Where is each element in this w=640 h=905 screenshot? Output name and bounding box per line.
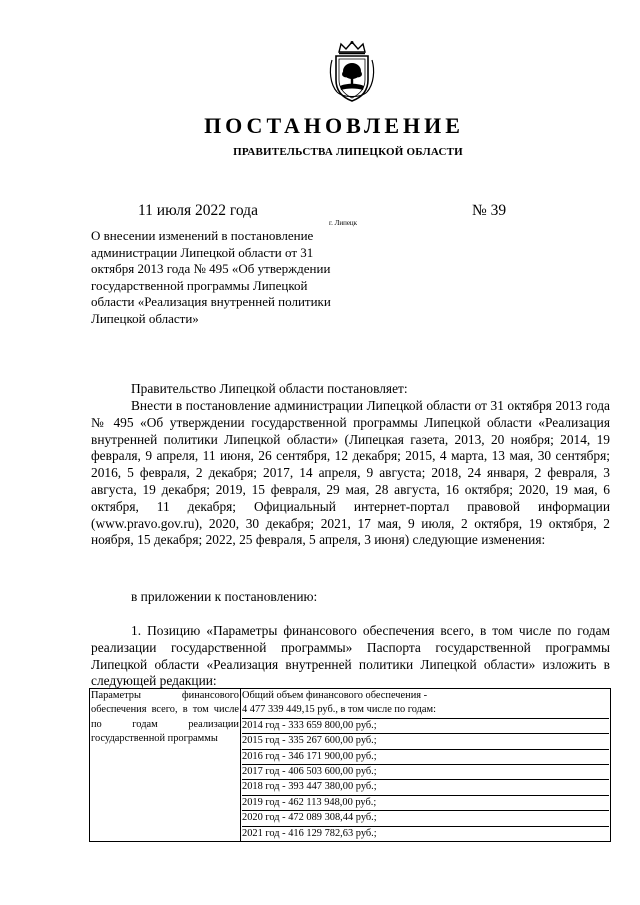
document-subtitle: ПРАВИТЕЛЬСТВА ЛИПЕЦКОЙ ОБЛАСТИ (233, 146, 463, 158)
document-title: ПОСТАНОВЛЕНИЕ (204, 113, 464, 138)
paragraph-main: Внести в постановление администрации Липецкой области от 31 октября 2013 года № 495 «Об утверждении государственной программы Липецкой области «Реализация внутренней политики Липецкой области» (Липецкая газета, 2013, 20 ноября; 2014, 19 февраля, 9 апреля, 11 июня, 26 сентября, 12 декабря; 2015, 4 марта, 13 мая, 30 сентября; 2016, 5 февраля, 2 декабря; 2017, 14 апреля, 9 августа; 2018, 24 января, 2 февраля, 3 августа, 19 декабря; 2019, 15 февраля, 29 мая, 28 августа, 16 октября; 2020, 19 мая, 6 октября, 11 декабря; Официальный интернет-портал правовой информации (www.pravo.gov.ru), 2020, 30 декабря; 2021, 17 мая, 9 июля, 2 октября, 19 октября, 2 ноября, 15 декабря; 2022, 25 февраля, 5 апреля, 3 июня) следующие изменения: (91, 398, 610, 548)
coat-of-arms-icon (327, 40, 377, 104)
paragraph-intro: Правительство Липецкой области постановляет: (131, 381, 408, 396)
document-number: № 39 (472, 202, 507, 219)
paragraph-item-1: 1. Позицию «Параметры финансового обеспечения всего, в том числе по годам реализации государственной программы» Паспорта государственной программы Липецкой области «Реализация внутренней политики Липецкой области» изложить в следующей редакции: (91, 623, 610, 689)
year-line: 2021 год - 416 129 782,63 руб.; (242, 826, 609, 841)
table-row (90, 689, 611, 842)
document-heading: О внесении изменений в постановление администрации Липецкой области от 31 октября 2013 года № 495 «Об утверждении государственной программы Липецкой области «Реализация внутренней политики Липецкой области» (91, 228, 331, 326)
document-city: г. Липецк (329, 219, 358, 227)
year-line: 2020 год - 472 089 308,44 руб.; (242, 810, 609, 825)
document-date: 11 июля 2022 года (138, 202, 258, 219)
table-label-cell: Параметры финансового обеспечения всего, в том числе по годам реализации государственной программы (90, 689, 241, 842)
year-line: 2017 год - 406 503 600,00 руб.; (242, 764, 609, 779)
total-line-2: 4 477 339 449,15 руб., в том числе по годам: (242, 704, 437, 716)
table-value-cell (241, 689, 611, 842)
year-line: 2018 год - 393 447 380,00 руб.; (242, 779, 609, 794)
year-line: 2016 год - 346 171 900,00 руб.; (242, 749, 609, 764)
paragraph-appendix: в приложении к постановлению: (131, 589, 318, 604)
year-line: 2019 год - 462 113 948,00 руб.; (242, 795, 609, 810)
year-line: 2014 год - 333 659 800,00 руб.; (242, 718, 609, 733)
total-line-1: Общий объем финансового обеспечения - (242, 690, 428, 701)
year-line: 2015 год - 335 267 600,00 руб.; (242, 733, 609, 748)
financing-table (89, 688, 611, 842)
